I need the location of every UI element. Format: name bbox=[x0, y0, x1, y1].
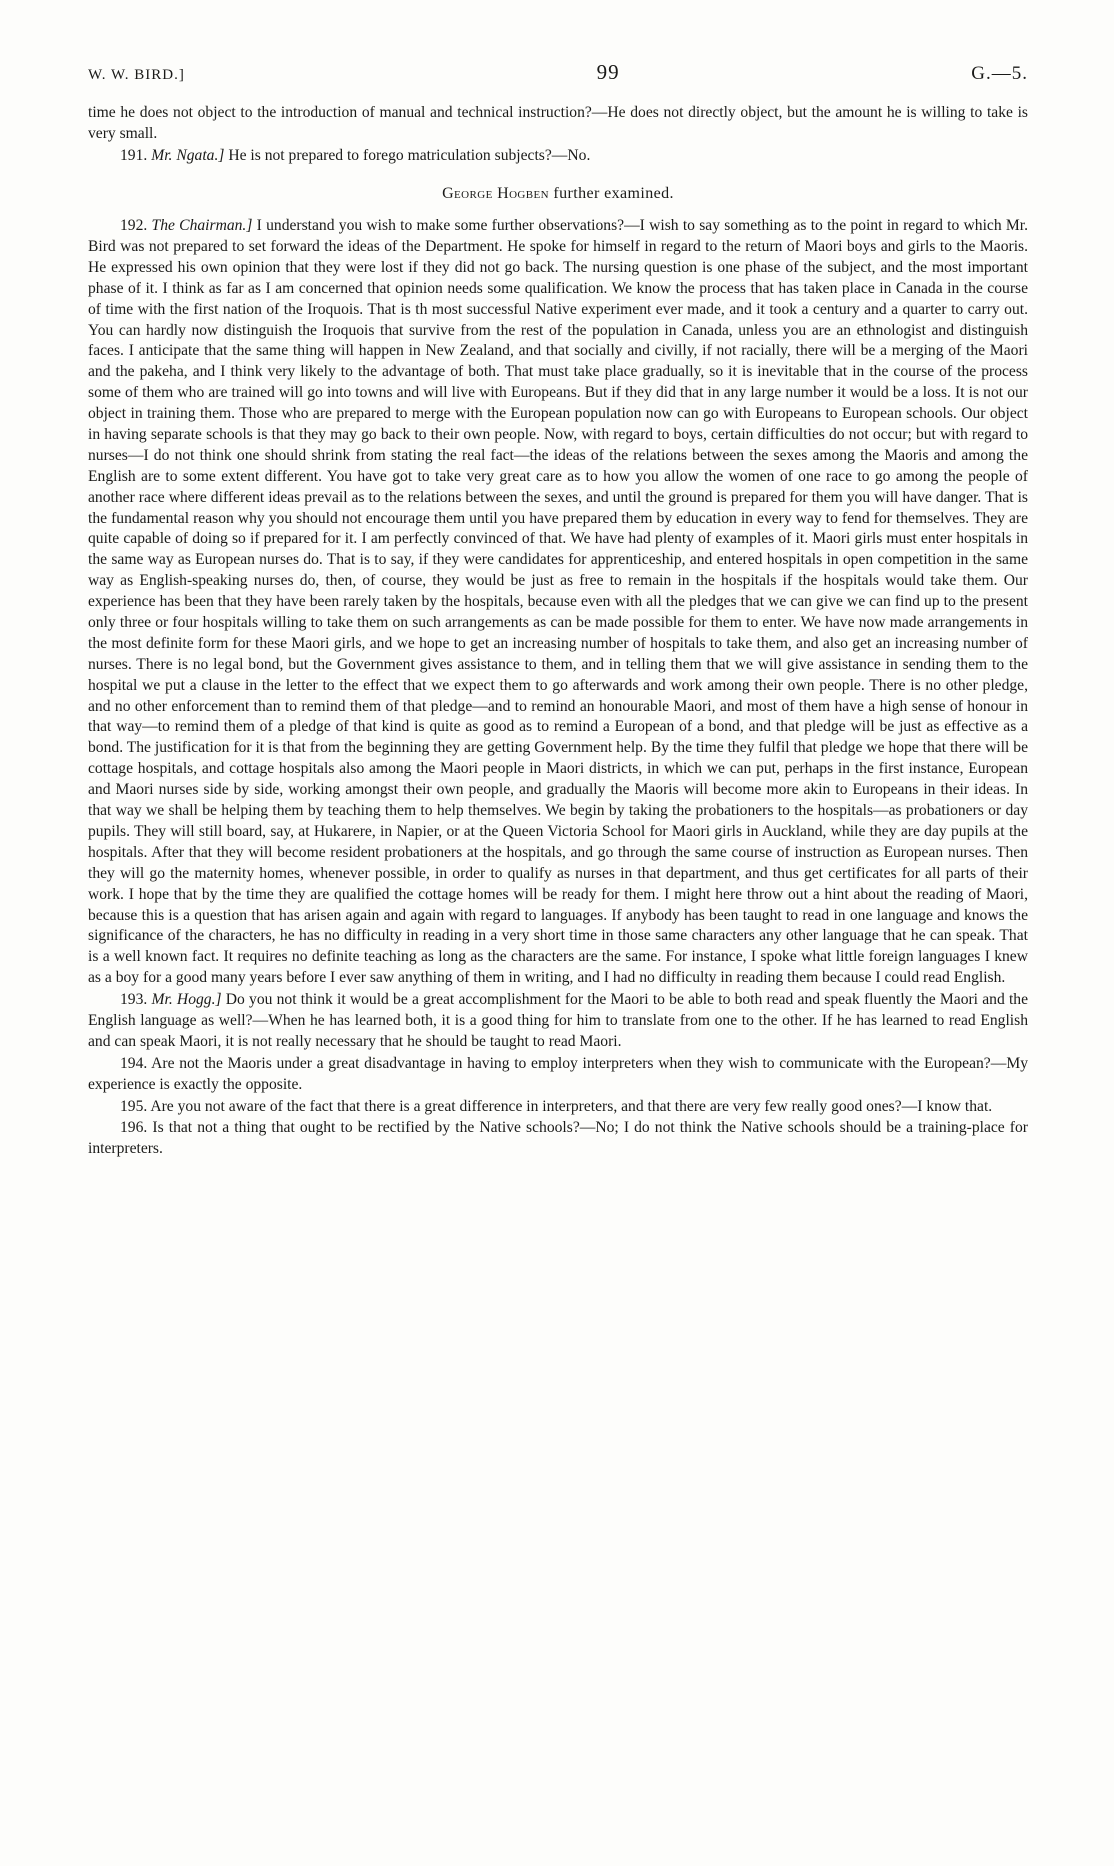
para-continuation: time he does not object to the introduction of manual and technical instruction?—He does not directly object, but the amount he is willing to take is very small. bbox=[88, 104, 1028, 142]
page-number: 99 bbox=[596, 60, 620, 84]
question-text-191: He is not prepared to forego matriculation subjects?—No. bbox=[228, 146, 591, 164]
question-number-196: 196. bbox=[120, 1119, 148, 1137]
document-code: G.—5. bbox=[971, 63, 1028, 84]
para-196 bbox=[88, 1118, 1028, 1160]
para-191 bbox=[88, 146, 1028, 167]
running-head-left: W. W. BIRD.] bbox=[88, 67, 185, 83]
page-header bbox=[88, 60, 1028, 85]
answer-text-193: Do you not think it would be a great accomplishment for the Maori to be able to both read and speak fluently the Maori and the English language as well?—When he has learned both, it is a good thing for him to translate from one to the other. If he has learned to read English and can speak Maori, it is not really necessary that he should be taught to read Maori. bbox=[88, 991, 1028, 1050]
answer-text-194: Are not the Maoris under a great disadvantage in having to employ interpreters when they wish to communicate with the European?—My experience is exactly the opposite. bbox=[88, 1054, 1028, 1093]
question-number-195: 195. bbox=[120, 1097, 148, 1115]
witness-heading bbox=[88, 183, 1028, 204]
answer-text-196: Is that not a thing that ought to be rectified by the Native schools?—No; I do not think the Native schools should be a training-place for interpreters. bbox=[88, 1119, 1028, 1158]
answer-text-192: I understand you wish to make some further observations?—I wish to say something as to the point in regard to which Mr. Bird was not prepared to set forward the ideas of the Department. He spoke for himself in regard to the return of Maori boys and girls to the Maoris. He expressed his own opinion that they were lost if they did not go back. The nursing question is one phase of the subject, and the most important phase of it. I think as far as I am concerned that opinion needs some qualification. We know the process that has taken place in Canada in the course of time with the first nation of the Iroquois. That is th most successful Native experiment ever made, and it took a century and a quarter to carry out. You can hardly now distinguish the Iroquois that survive from the rest of the population in Canada, unless you are an ethnologist and distinguish faces. I anticipate that the same thing will happen in New Zealand, and that socially and civilly, if not racially, there will be a merging of the Maori and the pakeha, and I think very likely to the advantage of both. That must take place gradually, so it is inevitable that in the course of the process some of them who are trained will go into towns and will live with Europeans. But if they did that in any large number it would be a loss. It is not our object in training them. Those who are prepared to merge with the European population now can go with Europeans to European schools. Our object in having separate schools is that they may go back to their own people. Now, with regard to boys, certain difficulties do not occur; but with regard to nurses—I do not think one should shrink from stating the real fact—the ideas of the relations between the sexes among the Maoris and among the English are to some extent different. You have got to take very great care as to how you allow the women of one race to go among the people of another race where different ideas prevail as to the relations between the sexes, and until the ground is prepared for them you will have danger. That is the fundamental reason why you should not encourage them until you have prepared them by education in every way to fend for themselves. They are quite capable of doing so if prepared for it. I am perfectly convinced of that. We have had plenty of examples of it. Maori girls must enter hospitals in the same way as European nurses do. That is to say, if they were candidates for apprenticeship, and entered hospitals in open competition in the same way as English-speaking nurses do, then, of course, they would be just as free to remain in the hospitals if the hospitals would take them. Our experience has been that they have been rarely taken by the hospitals, because even with all the pledges that we can give we can find up to the present only three or four hospitals willing to take them on such arrangements as can be made possible for them to enter. We have now made arrangements in the most definite form for these Maori girls, and we hope to get an increasing number of hospitals to take them, and also get an increasing number of nurses. There is no legal bond, but the Government gives assistance to them, and in telling them that we will give assistance in sending them to the hospital we put a clause in the letter to the effect that we expect them to go afterwards and work among their own people. There is no other pledge, and no other enforcement than to remind them of that pledge—and to remind an honourable Maori, and most of them have a high sense of honour in that way—to remind them of a pledge of that kind is quite as good as to remind a European of a bond, and that pledge will be just as effective as a bond. The justification for it is that from the beginning they are getting Government help. By the time they fulfil that pledge we hope that there will be cottage hospitals, and cottage hospitals also among the Maori people in Maori districts, in which we can put, perhaps in the first instance, European and Maori nurses side by side, working amongst their own people, and gradually the Maoris will become more akin to Europeans in their ideas. In that way we shall be helping them by teaching them to help themselves. We begin by taking the probationers to the hospitals—as probationers or day pupils. They will still board, say, at Hukarere, in Napier, or at the Queen Victoria School for Maori girls in Auckland, while they are day pupils at the hospitals. After that they will become resident probationers at the hospitals, and go through the same course of instruction as European nurses. Then they will go the maternity homes, whenever possible, in order to qualify as nurses in that department, and thus get certificates for all parts of their work. I hope that by the time they are qualified the cottage homes will be ready for them. I might here throw out a hint about the reading of Maori, because this is a question that has arisen again and again with regard to languages. If anybody has been taught to read in one language and knows the significance of the characters, he has no difficulty in reading in a very short time in those same characters any other language that he can speak. That is a well known fact. It requires no definite teaching as long as the characters are the same. For instance, I spoke what little foreign languages I knew as a boy for a good many years before I ever saw anything of them in writing, and I had no difficulty in reading them because I could read English. bbox=[88, 217, 1028, 987]
document-body bbox=[88, 103, 1028, 1160]
witness-name: George Hogben bbox=[442, 184, 549, 202]
page-content bbox=[88, 60, 1028, 1161]
question-number-191: 191. bbox=[120, 146, 148, 164]
para-195 bbox=[88, 1097, 1028, 1118]
para-194 bbox=[88, 1054, 1028, 1096]
speaker-192: The Chairman.] bbox=[151, 217, 253, 235]
speaker-193: Mr. Hogg.] bbox=[151, 991, 222, 1009]
question-number-193: 193. bbox=[120, 991, 148, 1009]
question-number-194: 194. bbox=[120, 1054, 148, 1072]
speaker-191: Mr. Ngata.] bbox=[151, 146, 225, 164]
para-192 bbox=[88, 216, 1028, 989]
witness-heading-rest: further examined. bbox=[548, 184, 674, 202]
para-193 bbox=[88, 990, 1028, 1053]
question-number-192: 192. bbox=[120, 217, 148, 235]
answer-text-195: Are you not aware of the fact that there is a great difference in interpreters, and that there are very few really good ones?—I know that. bbox=[150, 1097, 993, 1115]
